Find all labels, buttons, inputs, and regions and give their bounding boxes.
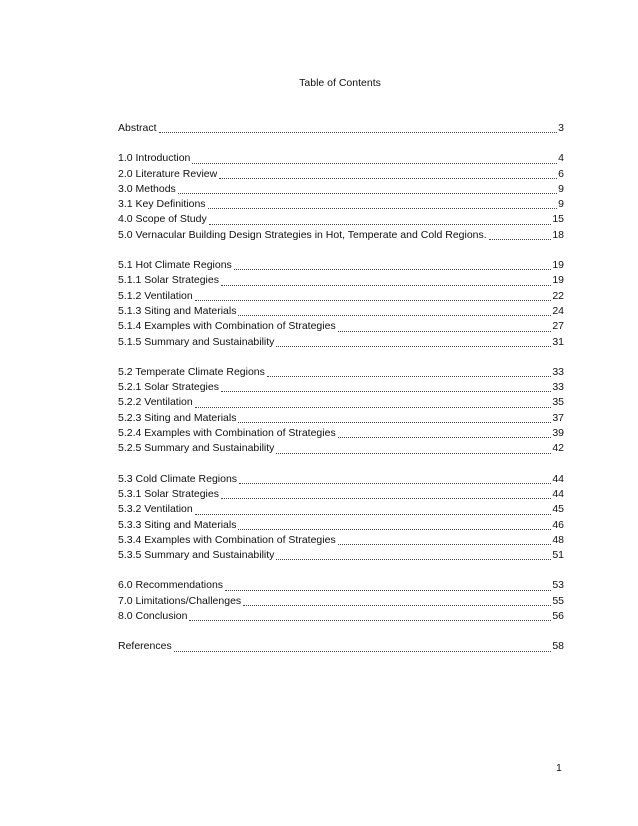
- toc-entry-label: 5.1.3 Siting and Materials: [118, 304, 237, 317]
- toc-entry-page: 15: [552, 213, 564, 226]
- toc-entry-page: 9: [558, 182, 564, 195]
- toc-entry[interactable]: [118, 472, 564, 487]
- toc-entry[interactable]: [118, 441, 564, 456]
- toc-entry-page: 35: [552, 396, 564, 409]
- toc-entry-label: 8.0 Conclusion: [118, 610, 188, 623]
- toc-entry[interactable]: [118, 518, 564, 533]
- toc-group-references: [118, 639, 564, 654]
- dot-leader: [489, 238, 552, 240]
- toc-entry-page: 45: [552, 503, 564, 516]
- dot-leader: [338, 436, 552, 438]
- toc-entry-page: 9: [558, 198, 564, 211]
- toc-entry[interactable]: [118, 609, 564, 624]
- toc-entry[interactable]: [118, 197, 564, 212]
- page-title: Table of Contents: [299, 77, 381, 89]
- toc-entry-label: 5.1.2 Ventilation: [118, 289, 193, 302]
- toc-entry[interactable]: [118, 395, 564, 410]
- toc-entry-page: 39: [552, 427, 564, 440]
- toc-entry[interactable]: [118, 411, 564, 426]
- toc-entry-page: 56: [552, 610, 564, 623]
- toc-entry[interactable]: [118, 273, 564, 288]
- toc-entry-label: 5.2.2 Ventilation: [118, 396, 193, 409]
- toc-entry-abstract[interactable]: [118, 121, 564, 136]
- toc-entry[interactable]: [118, 380, 564, 395]
- dot-leader: [174, 650, 552, 652]
- toc-entry[interactable]: [118, 365, 564, 380]
- dot-leader: [239, 482, 551, 484]
- toc-entry-label: 5.1.5 Summary and Sustainability: [118, 335, 275, 348]
- toc-entry[interactable]: [118, 533, 564, 548]
- toc-group-conclusions: [118, 578, 564, 624]
- toc-entry[interactable]: [118, 167, 564, 182]
- toc-entry-page: 53: [552, 579, 564, 592]
- toc-entry-label: References: [118, 640, 172, 653]
- toc-entry-references[interactable]: [118, 639, 564, 654]
- toc-entry-label: 5.3.1 Solar Strategies: [118, 487, 219, 500]
- toc-entry-label: 5.3 Cold Climate Regions: [118, 472, 238, 485]
- toc-entry-label: Abstract: [118, 122, 157, 134]
- toc-entry-label: 5.3.2 Ventilation: [118, 503, 193, 516]
- dot-leader: [195, 513, 552, 515]
- toc-entry[interactable]: [118, 426, 564, 441]
- toc-entry-label: 5.1.4 Examples with Combination of Strategies: [118, 320, 336, 333]
- page-number: 1: [556, 762, 562, 774]
- table-of-contents: [118, 121, 564, 655]
- toc-entry-label: 1.0 Introduction: [118, 152, 191, 165]
- toc-entry-page: 27: [552, 320, 564, 333]
- toc-entry-label: 6.0 Recommendations: [118, 579, 224, 592]
- toc-entry-label: 3.1 Key Definitions: [118, 198, 206, 211]
- dot-leader: [189, 619, 551, 621]
- toc-entry[interactable]: [118, 258, 564, 273]
- toc-entry-page: 51: [552, 549, 564, 562]
- toc-entry-page: 55: [552, 594, 564, 607]
- dot-leader: [209, 223, 552, 225]
- toc-entry-page: 19: [552, 274, 564, 287]
- dot-leader: [238, 314, 551, 316]
- toc-entry-page: 42: [552, 442, 564, 455]
- toc-entry-label: 7.0 Limitations/Challenges: [118, 594, 242, 607]
- toc-entry-page: 33: [552, 365, 564, 378]
- toc-entry-label: 5.3.3 Siting and Materials: [118, 518, 237, 531]
- toc-entry-label: 5.1 Hot Climate Regions: [118, 259, 232, 272]
- toc-entry[interactable]: [118, 578, 564, 593]
- toc-entry-page: 46: [552, 518, 564, 531]
- toc-entry-page: 44: [552, 472, 564, 485]
- dot-leader: [338, 543, 552, 545]
- toc-entry[interactable]: [118, 594, 564, 609]
- toc-entry[interactable]: [118, 182, 564, 197]
- toc-entry-page: 48: [552, 533, 564, 546]
- dot-leader: [276, 345, 551, 347]
- toc-entry-label: 4.0 Scope of Study: [118, 213, 207, 226]
- dot-leader: [195, 299, 552, 301]
- toc-entry-page: 18: [552, 228, 564, 241]
- toc-entry-label: 5.3.4 Examples with Combination of Strategies: [118, 533, 336, 546]
- toc-group-introduction: [118, 151, 564, 243]
- toc-entry-label: 5.3.5 Summary and Sustainability: [118, 549, 275, 562]
- dot-leader: [178, 192, 557, 194]
- dot-leader: [276, 558, 551, 560]
- toc-entry-page: 3: [558, 122, 564, 134]
- toc-group-front-matter: [118, 121, 564, 136]
- toc-group-hot-climate: [118, 258, 564, 350]
- dot-leader: [159, 131, 558, 133]
- toc-entry-label: 5.1.1 Solar Strategies: [118, 274, 219, 287]
- toc-entry-page: 22: [552, 289, 564, 302]
- toc-entry-page: 58: [552, 640, 564, 653]
- dot-leader: [195, 406, 552, 408]
- toc-entry-page: 24: [552, 304, 564, 317]
- toc-entry[interactable]: [118, 151, 564, 166]
- dot-leader: [276, 452, 551, 454]
- dot-leader: [219, 177, 557, 179]
- toc-entry-page: 6: [558, 167, 564, 180]
- toc-entry-page: 19: [552, 259, 564, 272]
- toc-group-temperate-climate: [118, 365, 564, 457]
- toc-entry[interactable]: [118, 548, 564, 563]
- toc-entry-label: 3.0 Methods: [118, 182, 176, 195]
- toc-entry[interactable]: [118, 289, 564, 304]
- dot-leader: [221, 497, 551, 499]
- toc-entry[interactable]: [118, 304, 564, 319]
- toc-entry-label: 5.0 Vernacular Building Design Strategies in Hot, Temperate and Cold Regions.: [118, 228, 487, 241]
- dot-leader: [225, 589, 551, 591]
- toc-entry[interactable]: [118, 319, 564, 334]
- dot-leader: [243, 604, 551, 606]
- toc-entry-label: 5.2 Temperate Climate Regions: [118, 365, 265, 378]
- dot-leader: [267, 375, 551, 377]
- toc-entry[interactable]: [118, 212, 564, 227]
- toc-entry-label: 5.2.3 Siting and Materials: [118, 411, 237, 424]
- dot-leader: [221, 284, 551, 286]
- toc-entry-label: 2.0 Literature Review: [118, 167, 218, 180]
- dot-leader: [238, 528, 551, 530]
- dot-leader: [338, 330, 552, 332]
- toc-entry[interactable]: [118, 487, 564, 502]
- dot-leader: [234, 268, 552, 270]
- toc-entry-page: 31: [552, 335, 564, 348]
- toc-entry[interactable]: [118, 502, 564, 517]
- toc-entry-page: 44: [552, 487, 564, 500]
- toc-entry-page: 33: [552, 381, 564, 394]
- toc-entry-label: 5.2.5 Summary and Sustainability: [118, 442, 275, 455]
- toc-entry-label: 5.2.4 Examples with Combination of Strategies: [118, 427, 336, 440]
- toc-entry-page: 37: [552, 411, 564, 424]
- toc-entry-label: 5.2.1 Solar Strategies: [118, 381, 219, 394]
- dot-leader: [238, 421, 551, 423]
- toc-entry-page: 4: [558, 152, 564, 165]
- dot-leader: [221, 390, 551, 392]
- toc-entry[interactable]: [118, 335, 564, 350]
- toc-entry[interactable]: [118, 228, 564, 243]
- dot-leader: [192, 162, 557, 164]
- toc-group-cold-climate: [118, 472, 564, 564]
- dot-leader: [208, 207, 558, 209]
